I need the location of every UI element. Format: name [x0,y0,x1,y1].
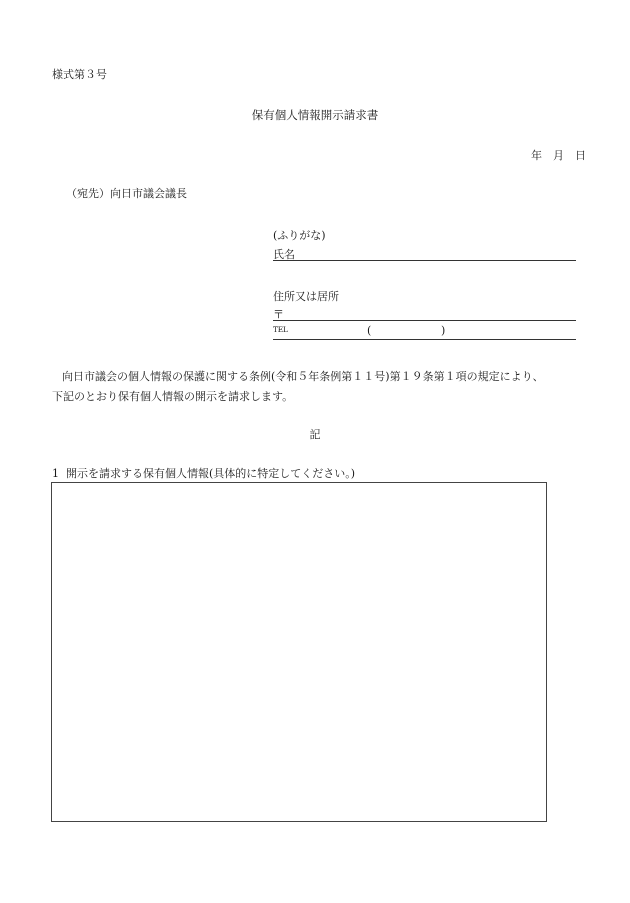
name-field-line[interactable] [273,260,576,261]
date-line [531,147,586,163]
ki-heading: 記 [309,428,321,441]
page-title: 保有個人情報開示請求書 [251,108,379,122]
tel-close-paren: ) [441,324,446,337]
item-1-heading [52,465,355,481]
tel-field-line[interactable] [273,339,576,340]
item-1-number: 1 [52,467,59,480]
furigana-label: (ふりがな) [273,229,326,242]
tel-open-paren: ( [367,324,372,337]
date-day-label: 日 [575,149,586,162]
date-year-label: 年 [531,149,542,162]
name-label: 氏名 [273,248,295,261]
form-number: 様式第３号 [52,68,107,81]
address-field-line[interactable] [273,320,576,321]
requested-info-textbox[interactable] [51,482,547,822]
body-text-line-1: 向日市議会の個人情報の保護に関する条例(令和５年条例第１１号)第１９条第１項の規定により、 [62,370,544,383]
date-month-label: 月 [553,149,564,162]
item-1-heading-text: 開示を請求する保有個人情報(具体的に特定してください。) [66,467,356,480]
body-text-line-2: 下記のとおり保有個人情報の開示を請求します。 [52,390,294,403]
postal-mark-icon: 〒 [273,308,284,321]
tel-mark: TEL [273,325,288,334]
addressee: （宛先）向日市議会議長 [66,187,187,200]
address-label: 住所又は居所 [273,290,339,303]
